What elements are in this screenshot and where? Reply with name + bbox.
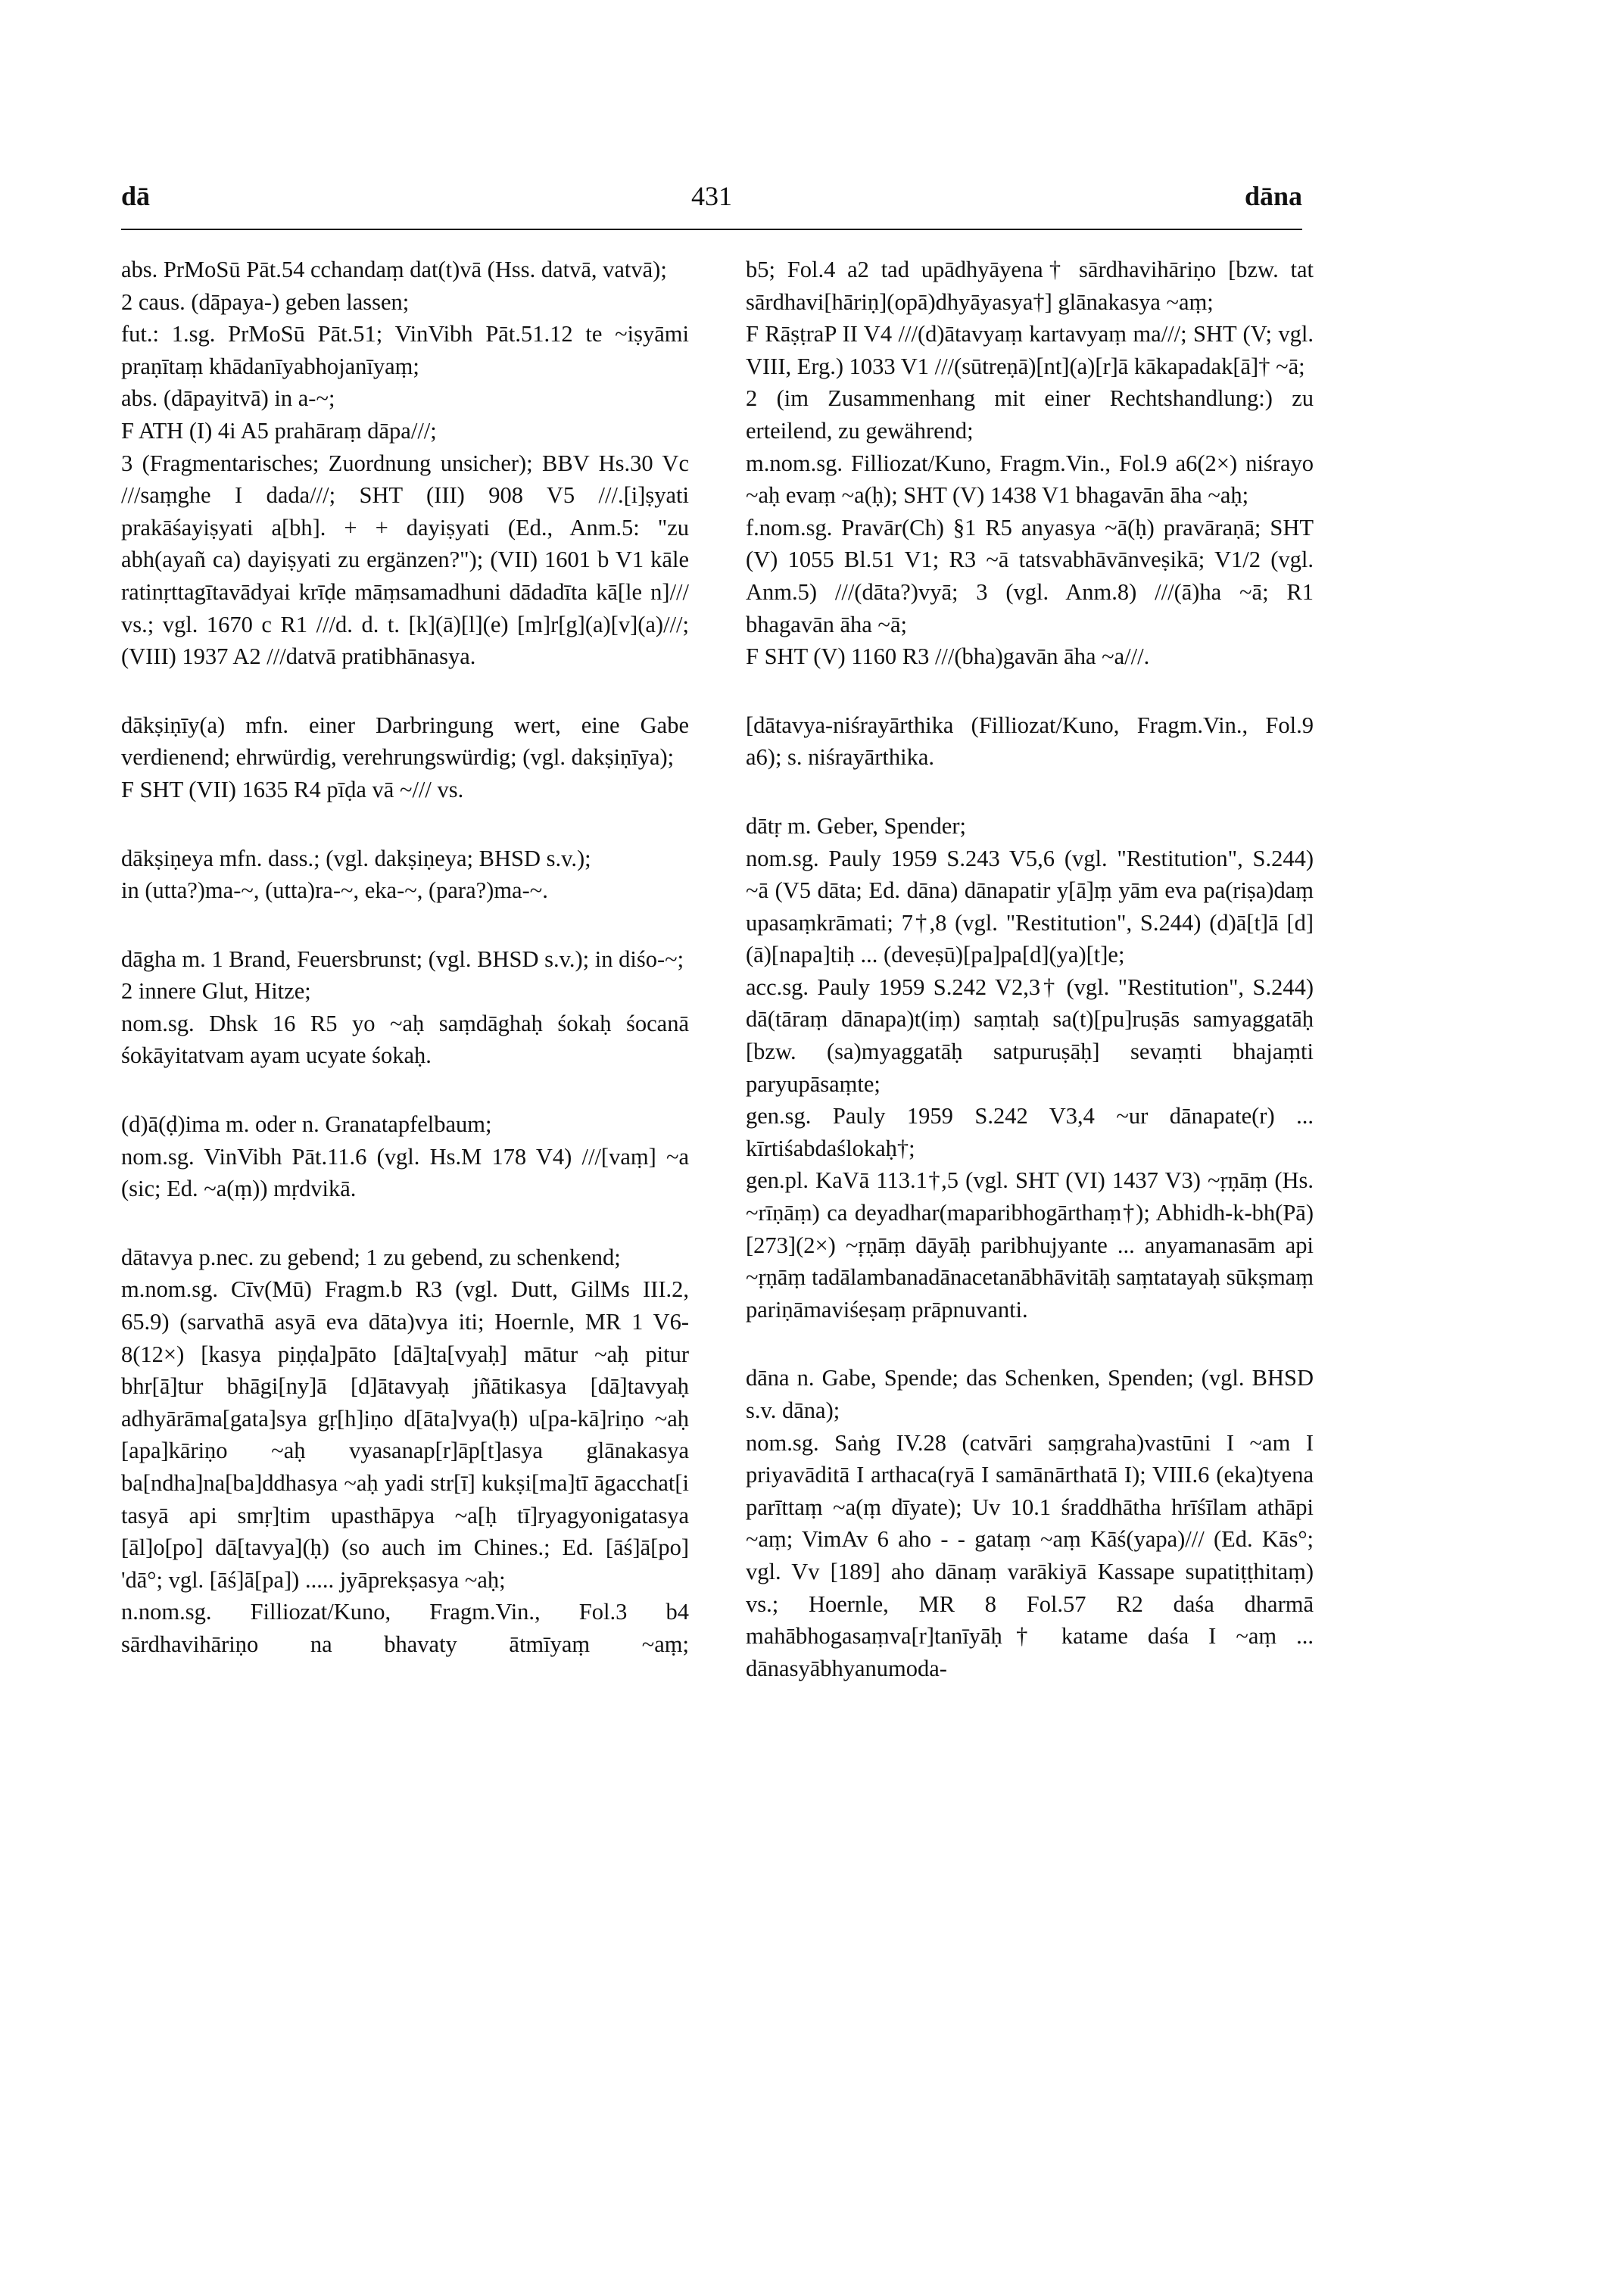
dictionary-paragraph: f.nom.sg. Pravār(Ch) §1 R5 anyasya ~ā(ḥ) pravāraṇā; SHT (V) 1055 Bl.51 V1; R3 ~ā tatsvabhāvānveṣikā; V1/2 (vgl. Anm.5) ///(dāta?)vyā; 3 (vgl. Anm.8) ///(ā)ha ~ā; R1 bhagavān āha ~ā; [746,514,1314,637]
dictionary-paragraph: F RāṣṭraP II V4 ///(d)ātavyaṃ kartavyaṃ ma///; SHT (V; vgl. VIII, Erg.) 1033 V1 ///(sūtreṇā)[nt](a)[r]ā kākapadak[ā]† ~ā; [746,321,1314,379]
dictionary-paragraph: nom.sg. Pauly 1959 S.243 V5,6 (vgl. "Restitution", S.244) ~ā (V5 dāta; Ed. dāna) dānapatir y[ā]ṃ yām eva pa(riṣa)daṃ upasaṃkrāmati; 7†,8 (vgl. "Restitution", S.244) (d)ā[t]ā [d](ā)[napa]tiḥ ... (deveṣū)[pa]pa[d](ya)[t]e; [746,845,1314,968]
dictionary-paragraph: gen.pl. KaVā 113.1†,5 (vgl. SHT (VI) 1437 V3) ~ṛṇāṃ (Hs. ~rīṇāṃ) ca deyadhar(maparibhogārthaṃ†); Abhidh-k-bh(Pā) [273](2×) ~ṛṇāṃ dāyāḥ paribhujyante ... anyamanasām api ~ṛṇāṃ tadālambanadānacetanābhāvitāḥ saṃtatayaḥ sūkṣmaṃ pariṇāmaviśeṣaṃ prāpnuvanti. [746,1167,1314,1323]
dictionary-paragraph: abs. (dāpayitvā) in a-~; [121,385,335,412]
dictionary-paragraph: (d)ā(ḍ)ima m. oder n. Granatapfelbaum; [121,1111,492,1138]
dictionary-paragraph: gen.sg. Pauly 1959 S.242 V3,4 ~ur dānapate(r) ... kīrtiśabdaślokaḥ†; [746,1103,1314,1161]
dictionary-paragraph: F SHT (V) 1160 R3 ///(bha)gavān āha ~a///. [746,643,1150,670]
dictionary-paragraph: F ATH (I) 4i A5 prahāraṃ dāpa///; [121,417,437,444]
dictionary-paragraph: dāna n. Gabe, Spende; das Schenken, Spenden; (vgl. BHSD s.v. dāna); [746,1365,1314,1423]
dictionary-paragraph: nom.sg. Saṅg IV.28 (catvāri saṃgraha)vastūni I ~am I priyavāditā I arthaca(ryā I samānārthatā I); VIII.6 (eka)tyena parīttaṃ ~a(ṃ dīyate); Uv 10.1 śraddhātha hrīśīlam athāpi ~aṃ; VimAv 6 aho - - gataṃ ~aṃ Kāś(yapa)/// (Ed. Kās°; vgl. Vv [189] aho dānaṃ varākiyā Kassape supatiṭṭhitaṃ) vs.; Hoernle, MR 8 Fol.57 R2 daśa dharmā mahābhogasaṃva[r]tanīyāḥ† katame daśa I ~aṃ ... dānasyābhyanumoda- [746,1429,1314,1681]
dictionary-paragraph: [dātavya-niśrayārthika (Filliozat/Kuno, Fragm.Vin., Fol.9 a6); s. niśrayārthika. [746,712,1314,771]
dictionary-paragraph: dātṛ m. Geber, Spender; [746,812,966,839]
dictionary-paragraph: 2 caus. (dāpaya-) geben lassen; [121,288,410,315]
dictionary-paragraph: abs. PrMoSū Pāt.54 cchandaṃ dat(t)vā (Hss. datvā, vatvā); [121,257,667,282]
dictionary-paragraph: fut.: 1.sg. PrMoSū Pāt.51; VinVibh Pāt.51.12 te ~iṣyāmi praṇītaṃ khādanīyabhojanīyaṃ; [121,321,689,379]
dictionary-paragraph: b5; Fol.4 a2 tad upādhyāyena† sārdhavihāriṇo [bzw. tat sārdhavi[hāriṇ](opā)dhyāyasya†] glānakasya ~aṃ; [746,257,1314,315]
dictionary-paragraph: nom.sg. VinVibh Pāt.11.6 (vgl. Hs.M 178 V4) ///[vaṃ] ~a (sic; Ed. ~a(ṃ)) mṛdvikā. [121,1143,689,1202]
header-left-headword: dā [121,181,151,211]
dictionary-paragraph: 2 innere Glut, Hitze; [121,978,311,1005]
dictionary-paragraph: dākṣiṇīy(a) mfn. einer Darbringung wert, eine Gabe verdienend; ehrwürdig, verehrungswürdig; (vgl. dakṣiṇīya); [121,712,689,771]
dictionary-paragraph: dāgha m. 1 Brand, Feuersbrunst; (vgl. BHSD s.v.); in diśo-~; [121,946,684,972]
dictionary-paragraph: in (utta?)ma-~, (utta)ra-~, eka-~, (para?)ma-~. [121,877,548,904]
dictionary-paragraph: m.nom.sg. Cīv(Mū) Fragm.b R3 (vgl. Dutt, GilMs III.2, 65.9) (sarvathā asyā eva dāta)vya iti; Hoernle, MR 1 V6-8(12×) [kasya piṇḍa]pāto [dā]ta[vyaḥ] mātur ~aḥ pitur bhr[ā]tur bhāgi[ny]ā [d]ātavyaḥ jñātikasya [dā]tavyaḥ adhyārāma[gata]sya gṛ[h]iṇo d[āta]vya(ḥ) u[pa-kā]riṇo ~aḥ [apa]kāriṇo ~aḥ vyasanap[r]āp[t]asya glānakasya ba[ndha]na[ba]ddhasya ~aḥ yadi str[ī] kukṣi[ma]tī āgacchat[i tasyā api smṛ]tim upasthāpya ~a[ḥ tī]ryagyonigatasya [āl]o[po] dā[tavya](ḥ) (so auch im Chines.; Ed. [āś]ā[po] 'dā°; vgl. [āś]ā[pa]) ..... jyāprekṣasya ~aḥ; [121,1276,689,1593]
right-column [746,254,1314,1684]
dictionary-paragraph: dātavya p.nec. zu gebend; 1 zu gebend, zu schenkend; [121,1244,621,1270]
page-number: 431 [691,181,732,211]
header-rule [121,229,1302,230]
dictionary-paragraph: acc.sg. Pauly 1959 S.242 V2,3† (vgl. "Restitution", S.244) dā(tāraṃ dānapa)t(iṃ) saṃtaḥ sa(t)[pu]ruṣās samyaggatāḥ [bzw. (sa)myaggatāḥ satpuruṣāḥ] sevaṃti bhajaṃti paryupāsaṃte; [746,974,1314,1097]
dictionary-paragraph: 3 (Fragmentarisches; Zuordnung unsicher); BBV Hs.30 Vc ///saṃghe I dada///; SHT (III) 908 V5 ///.[i]ṣyati prakāśayiṣyati a[bh]. + + dayiṣyati (Ed., Anm.5: "zu abh(ayañ ca) dayiṣyati zu ergänzen?"); (VII) 1601 b V1 kāle ratinṛttagītavādyai krīḍe māṃsamadhuni dādadīta kā[le n]/// vs.; vgl. 1670 c R1 ///d. d. t. [k](ā)[l](e) [m]r[g](a)[v](a)///; (VIII) 1937 A2 ///datvā pratibhānasya. [121,450,689,670]
dictionary-paragraph: nom.sg. Dhsk 16 R5 yo ~aḥ saṃdāghaḥ śokaḥ śocanā śokāyitatvam ayam ucyate śokaḥ. [121,1010,689,1069]
running-header [121,180,1302,226]
dictionary-paragraph: 2 (im Zusammenhang mit einer Rechtshandlung:) zu erteilend, zu gewährend; [746,385,1314,444]
dictionary-paragraph: m.nom.sg. Filliozat/Kuno, Fragm.Vin., Fol.9 a6(2×) niśrayo ~aḥ evaṃ ~a(ḥ); SHT (V) 1438 V1 bhagavān āha ~aḥ; [746,450,1314,509]
dictionary-paragraph: n.nom.sg. Filliozat/Kuno, Fragm.Vin., Fol.3 b4 sārdhavihāriṇo na bhavaty ātmīyaṃ ~aṃ; [121,1599,689,1657]
dictionary-paragraph: dākṣiṇeya mfn. dass.; (vgl. dakṣiṇeya; BHSD s.v.); [121,845,591,871]
left-column [121,254,689,1661]
dictionary-paragraph: F SHT (VII) 1635 R4 pīḍa vā ~/// vs. [121,776,464,802]
header-right-headword: dāna [1244,181,1302,211]
